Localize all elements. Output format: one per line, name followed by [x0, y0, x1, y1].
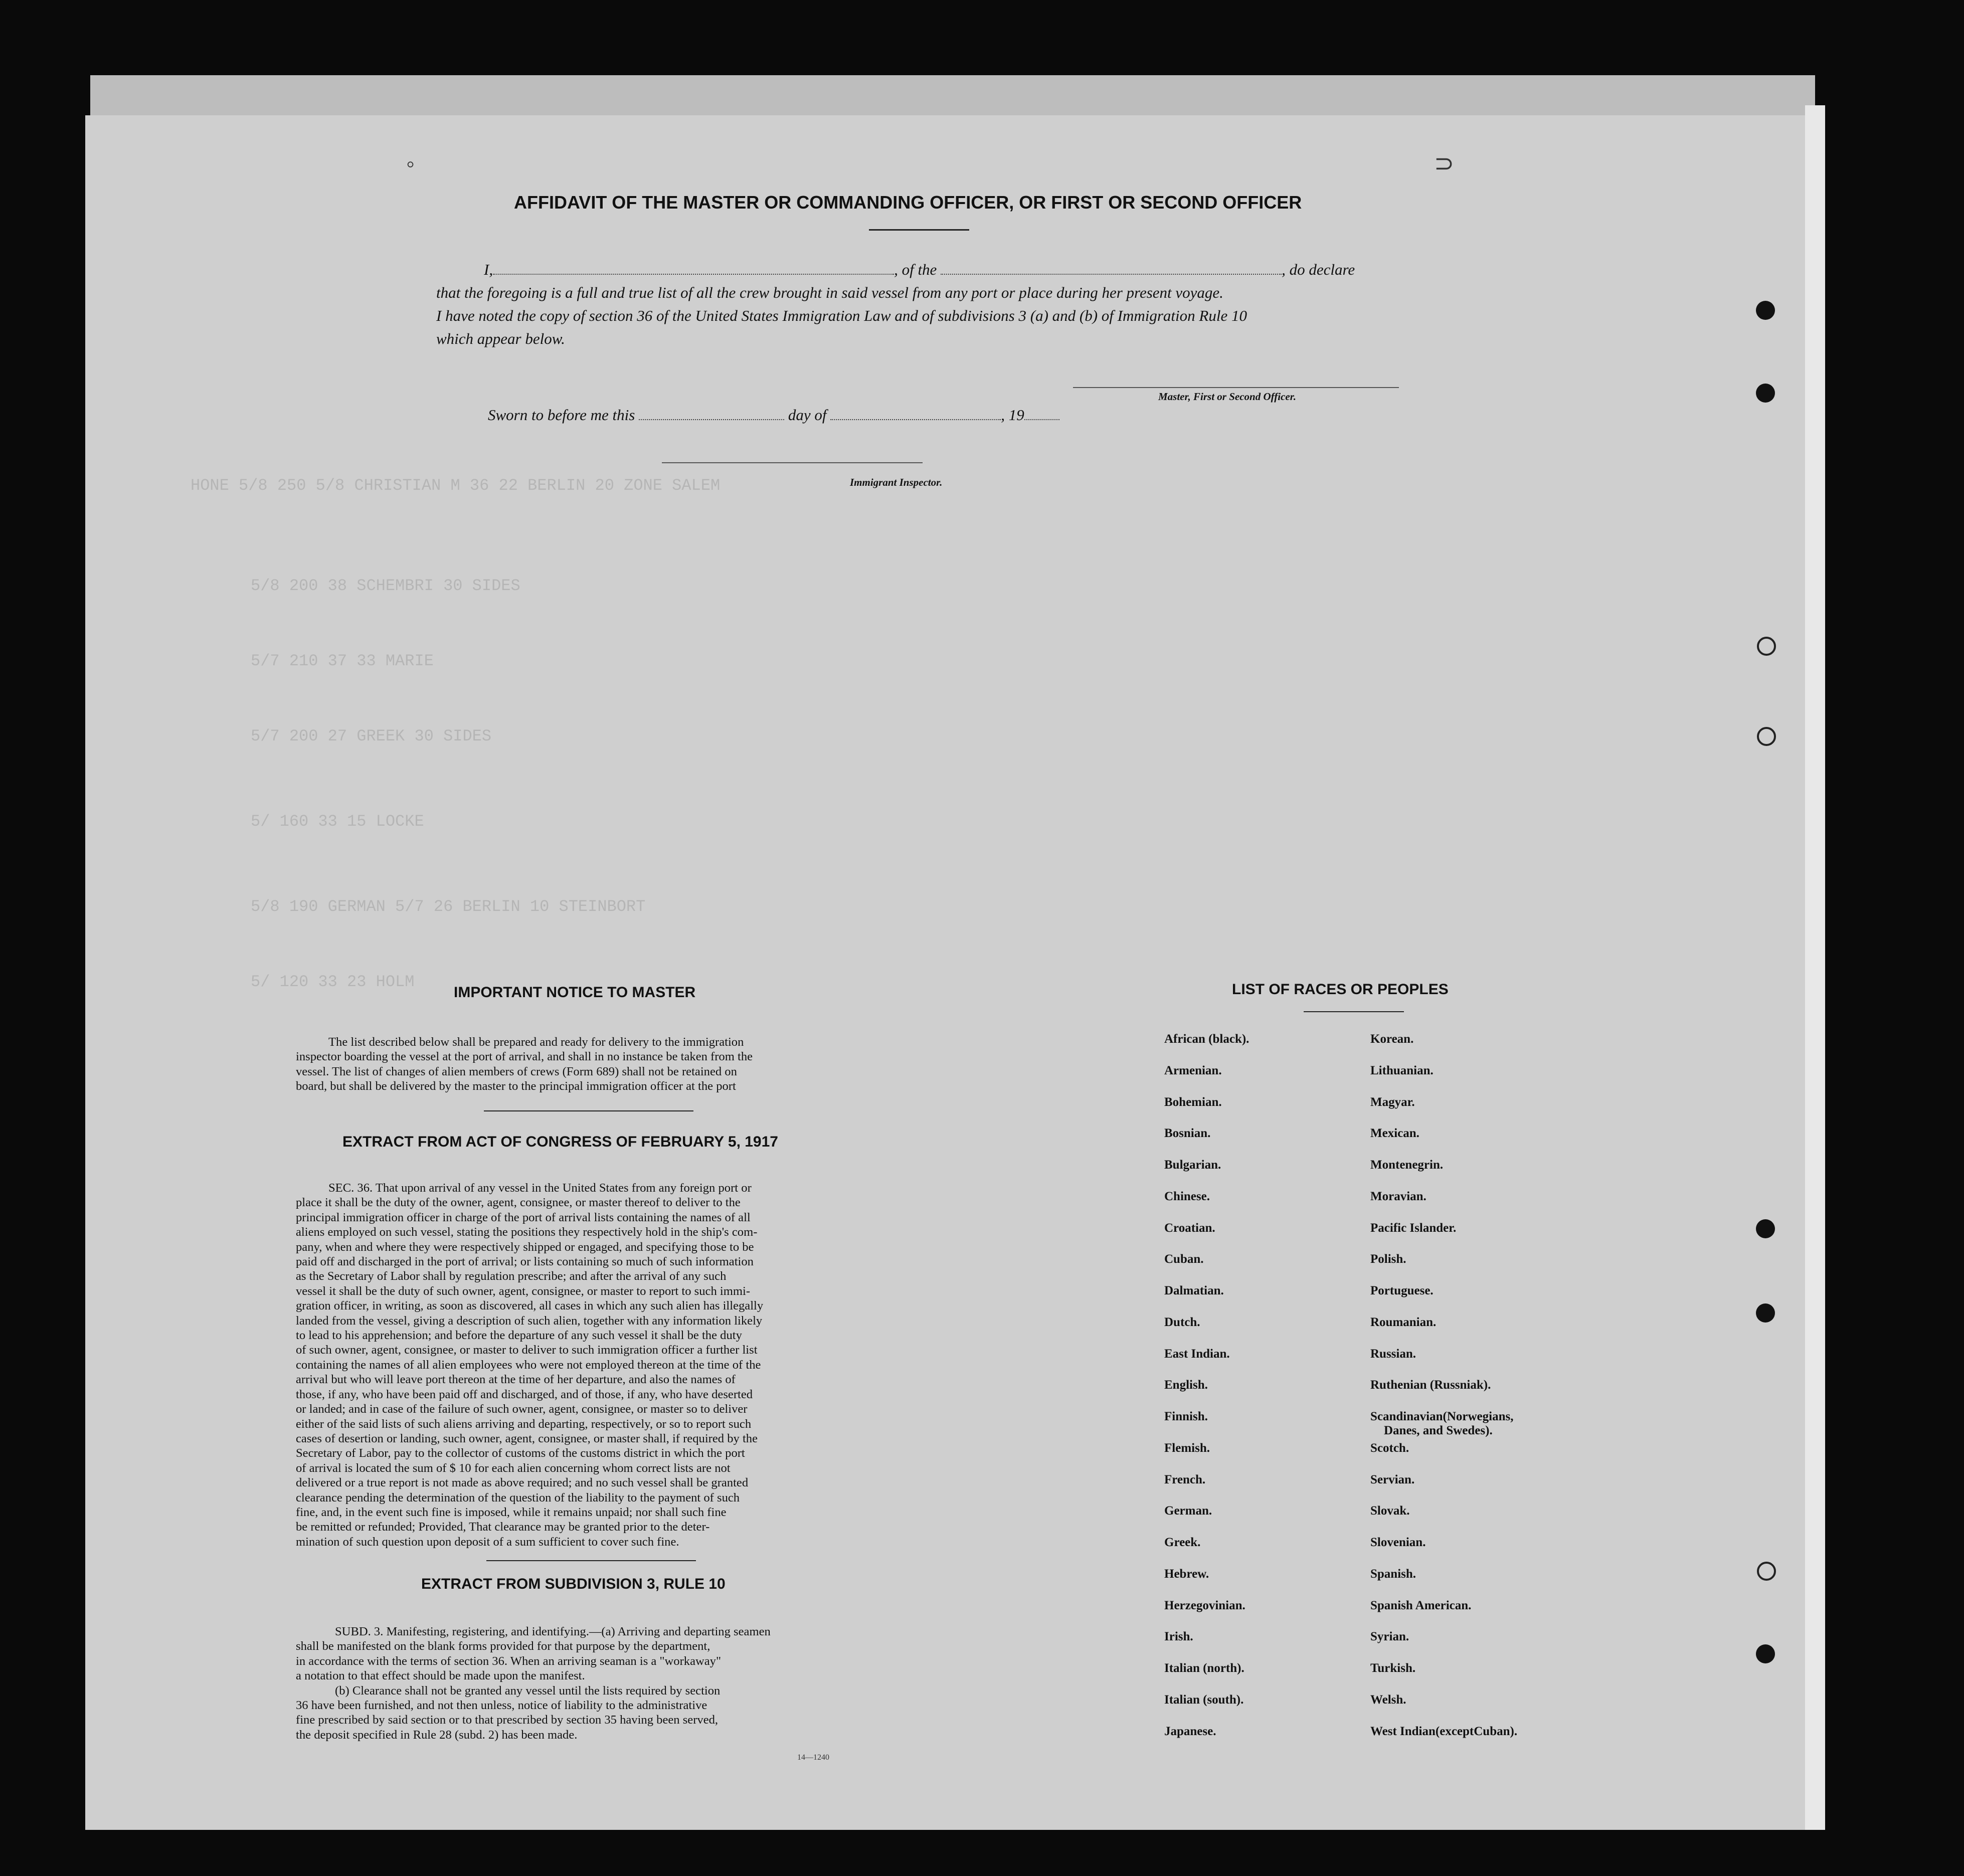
inspector-signature-line[interactable] — [662, 462, 923, 463]
act-line: of arrival is located the sum of $ 10 for each alien concerning whom correct lists are not — [296, 1461, 731, 1475]
act-line: SEC. 36. That upon arrival of any vessel in the United States from any foreign port or — [328, 1181, 752, 1195]
race-entry: Chinese. — [1164, 1189, 1210, 1203]
act-line: gration officer, in writing, as soon as discovered, all cases in which any such alien has illegally — [296, 1299, 764, 1313]
race-entry: Pacific Islander. — [1370, 1221, 1457, 1235]
race-entry: Magyar. — [1370, 1095, 1415, 1109]
rule-line: in accordance with the terms of section 36. When an arriving seaman is a "workaway" — [296, 1654, 722, 1668]
divider — [1304, 1011, 1404, 1012]
race-entry: Flemish. — [1164, 1441, 1210, 1455]
race-entry: Hebrew. — [1164, 1567, 1209, 1581]
race-entry: West Indian(exceptCuban). — [1370, 1724, 1518, 1738]
race-entry: Bosnian. — [1164, 1127, 1211, 1141]
notice-line: inspector boarding the vessel at the port of arrival, and shall in no instance be taken from the — [296, 1050, 753, 1064]
hole-punch-mark: ◦ — [406, 151, 415, 177]
sworn-text: Sworn to before me this — [488, 406, 635, 424]
act-line: or landed; and in case of the failure of such owner, agent, consignee, or master so to deliver — [296, 1402, 748, 1416]
binder-hole — [1756, 384, 1775, 403]
act-line: arrival but who will leave port thereon at the time of her departure, and also the names of — [296, 1373, 736, 1387]
officer-signature-line[interactable] — [1073, 387, 1399, 388]
bleed-through: 5/7 210 37 33 MARIE — [251, 652, 434, 670]
binder-hole — [1756, 301, 1775, 320]
races-heading: LIST OF RACES OR PEOPLES — [1232, 981, 1449, 998]
affidavit-title: AFFIDAVIT OF THE MASTER OR COMMANDING OFFICER, OR FIRST OR SECOND OFFICER — [514, 192, 1302, 213]
act-line: of such owner, agent, consignee, or master to deliver to such immigration officer a further list — [296, 1343, 758, 1357]
race-entry: Syrian. — [1370, 1630, 1409, 1644]
race-entry: Scotch. — [1370, 1441, 1409, 1455]
bleed-through: 5/8 190 GERMAN 5/7 26 BERLIN 10 STEINBORT — [251, 897, 646, 916]
act-line: place it shall be the duty of the owner, agent, consignee, or master thereof to deliver to the — [296, 1196, 741, 1210]
page-edge — [1805, 105, 1825, 1830]
inspector-signature-label: Immigrant Inspector. — [850, 476, 943, 488]
sworn-year-prefix: , 19 — [1001, 406, 1024, 424]
act-line: either of the said lists of such aliens arriving and departing, respectively, or so to report such — [296, 1417, 752, 1431]
binder-hole — [1756, 1644, 1775, 1663]
act-line: delivered or a true report is not made as above required; and no such vessel shall be granted — [296, 1476, 749, 1490]
race-entry: Turkish. — [1370, 1661, 1416, 1675]
act-line: aliens employed on such vessel, stating the positions they respectively hold in the ship's com- — [296, 1225, 758, 1239]
binder-hole — [1757, 1562, 1776, 1581]
act-extract-text — [296, 1181, 890, 1549]
notice-line: vessel. The list of changes of alien members of crews (Form 689) shall not be retained on — [296, 1064, 737, 1078]
act-line: clearance pending the determination of the question of the liability to the payment of such — [296, 1490, 740, 1505]
affidavit-of-the: , of the — [894, 261, 937, 278]
race-entry: Spanish. — [1370, 1567, 1416, 1581]
act-line: landed from the vessel, giving a description of such alien, together with any information likely — [296, 1314, 763, 1328]
race-entry: Roumanian. — [1370, 1315, 1437, 1329]
race-entry: Slovenian. — [1370, 1536, 1426, 1549]
notice-line: board, but shall be delivered by the master to the principal immigration officer at the port — [296, 1079, 736, 1093]
race-entry: African (black). — [1164, 1032, 1249, 1046]
race-entry: Mexican. — [1370, 1127, 1419, 1141]
race-entry: Irish. — [1164, 1630, 1193, 1644]
race-entry: Italian (north). — [1164, 1661, 1244, 1675]
race-entry: Armenian. — [1164, 1063, 1222, 1077]
rule-line: shall be manifested on the blank forms provided for that purpose by the department, — [296, 1639, 710, 1653]
divider — [869, 229, 969, 231]
act-line: be remitted or refunded; Provided, That clearance may be granted prior to the deter- — [296, 1520, 710, 1534]
race-entry: Greek. — [1164, 1536, 1201, 1549]
rule-line: 36 have been furnished, and not then unless, notice of liability to the administrative — [296, 1699, 707, 1713]
notice-line: The list described below shall be prepared and ready for delivery to the immigration — [328, 1035, 744, 1049]
act-line: to lead to his apprehension; and before the departure of any such vessel it shall be the duty — [296, 1329, 742, 1343]
rule-line: a notation to that effect should be made upon the manifest. — [296, 1669, 585, 1683]
race-entry: Finnish. — [1164, 1410, 1208, 1423]
affidavit-line-4: which appear below. — [436, 330, 565, 347]
race-entry: Portuguese. — [1370, 1284, 1434, 1297]
act-line: those, if any, who have been paid off and discharged, and of those, if any, who have deserted — [296, 1387, 753, 1401]
divider — [484, 1110, 693, 1111]
affidavit-line-2: that the foregoing is a full and true list of all the crew brought in said vessel from any port or place during her present voyage. — [436, 284, 1223, 301]
race-entry: Russian. — [1370, 1347, 1416, 1361]
binder-hole — [1756, 1303, 1775, 1323]
race-entry: Dutch. — [1164, 1315, 1200, 1329]
race-entry: Korean. — [1370, 1032, 1414, 1046]
race-entry: Moravian. — [1370, 1189, 1426, 1203]
act-line: mination of such question upon deposit of a sum sufficient to cover such fine. — [296, 1535, 679, 1549]
race-entry: Japanese. — [1164, 1724, 1216, 1738]
race-entry: Herzegovinian. — [1164, 1598, 1245, 1612]
bleed-through: 5/7 200 27 GREEK 30 SIDES — [251, 727, 492, 745]
sworn-year-field[interactable] — [1024, 419, 1059, 420]
notice-heading: IMPORTANT NOTICE TO MASTER — [454, 984, 696, 1001]
bleed-through: 5/8 200 38 SCHEMBRI 30 SIDES — [251, 577, 520, 595]
race-entry: German. — [1164, 1504, 1212, 1518]
race-entry: Polish. — [1370, 1252, 1406, 1266]
race-entry: East Indian. — [1164, 1347, 1230, 1361]
race-entry: Lithuanian. — [1370, 1063, 1434, 1077]
race-entry: Scandinavian(Norwegians, — [1370, 1410, 1514, 1423]
hole-punch-mark: ⊃ — [1434, 150, 1455, 177]
notice-text — [296, 1035, 890, 1094]
race-entry: Ruthenian (Russniak). — [1370, 1378, 1491, 1392]
race-entry: Montenegrin. — [1370, 1158, 1444, 1172]
race-entry: Spanish American. — [1370, 1598, 1472, 1612]
race-entry: Slovak. — [1370, 1504, 1410, 1518]
affidavit-line-1 — [436, 261, 1355, 279]
race-entry-continuation: Danes, and Swedes). — [1384, 1424, 1493, 1437]
act-line: cases of desertion or landing, such owner, agent, consignee, or master shall, if required by the — [296, 1431, 758, 1445]
race-entry: Bulgarian. — [1164, 1158, 1221, 1172]
act-line: principal immigration officer in charge of the port of arrival lists containing the names of all — [296, 1210, 751, 1224]
rule-extract-heading: EXTRACT FROM SUBDIVISION 3, RULE 10 — [421, 1576, 726, 1592]
race-entry: French. — [1164, 1472, 1206, 1486]
rule-line: fine prescribed by said section or to that prescribed by section 35 having been served, — [296, 1713, 719, 1727]
act-line: paid off and discharged in the port of arrival; or lists containing so much of such information — [296, 1255, 754, 1269]
form-number: 14—1240 — [797, 1753, 829, 1762]
race-entry: Welsh. — [1370, 1693, 1406, 1707]
divider — [486, 1560, 696, 1561]
sworn-day-of: day of — [788, 406, 827, 424]
act-line: pany, when and where they were respectively shipped or engaged, and specifying those to be — [296, 1240, 754, 1254]
affidavit-declare: , do declare — [1282, 261, 1355, 278]
master-name-field[interactable] — [493, 274, 894, 275]
affidavit-pronoun: I, — [484, 261, 493, 278]
officer-signature-label: Master, First or Second Officer. — [1158, 391, 1296, 403]
sworn-line — [436, 406, 1059, 424]
rule-line: the deposit specified in Rule 28 (subd. 2) has been made. — [296, 1728, 578, 1742]
race-entry: English. — [1164, 1378, 1208, 1392]
affidavit-line-3: I have noted the copy of section 36 of the United States Immigration Law and of subdivisions 3 (a) and (b) of Immigration Rule 10 — [436, 307, 1247, 324]
binder-hole — [1757, 637, 1776, 656]
sworn-month-field[interactable] — [830, 419, 1001, 420]
rule-line: SUBD. 3. Manifesting, registering, and identifying.—(a) Arriving and departing seamen — [335, 1625, 771, 1638]
act-line: fine, and, in the event such fine is imposed, while it remains unpaid; nor shall such fine — [296, 1505, 727, 1519]
binder-hole — [1757, 727, 1776, 746]
bleed-through: 5/ 120 33 23 HOLM — [251, 973, 415, 991]
act-line: Secretary of Labor, pay to the collector of customs of the customs district in which the port — [296, 1446, 745, 1460]
race-entry: Croatian. — [1164, 1221, 1215, 1235]
race-entry: Dalmatian. — [1164, 1284, 1224, 1297]
bleed-through: 5/ 160 33 15 LOCKE — [251, 812, 424, 831]
bleed-through: HONE 5/8 250 5/8 CHRISTIAN M 36 22 BERLIN 20 ZONE SALEM — [191, 476, 721, 495]
act-line: as the Secretary of Labor shall by regulation prescribe; and after the arrival of any such — [296, 1269, 727, 1283]
vessel-name-field[interactable] — [941, 274, 1282, 275]
rule-extract-text — [296, 1624, 890, 1742]
rule-line: (b) Clearance shall not be granted any vessel until the lists required by section — [335, 1683, 721, 1698]
race-entry: Cuban. — [1164, 1252, 1204, 1266]
act-line: vessel it shall be the duty of such owner, agent, consignee, or master to report to such immi- — [296, 1284, 751, 1298]
act-extract-heading: EXTRACT FROM ACT OF CONGRESS OF FEBRUARY 5, 1917 — [342, 1134, 778, 1150]
sworn-day-field[interactable] — [639, 419, 784, 420]
race-entry: Italian (south). — [1164, 1693, 1244, 1707]
act-line: containing the names of all alien employees who were not employed thereon at the time of the — [296, 1358, 761, 1372]
race-entry: Servian. — [1370, 1472, 1415, 1486]
race-entry: Bohemian. — [1164, 1095, 1222, 1109]
binder-hole — [1756, 1219, 1775, 1238]
